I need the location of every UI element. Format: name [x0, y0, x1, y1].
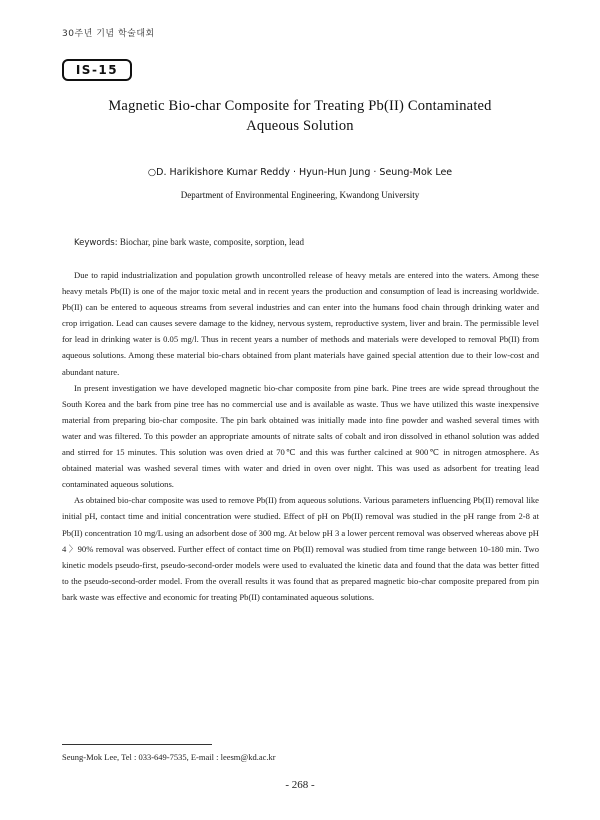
- footnote-divider: [62, 744, 212, 745]
- affiliation: Department of Environmental Engineering, Kwandong University: [180, 190, 420, 200]
- session-code-badge: IS-15: [62, 59, 132, 81]
- author-names: D. Harikishore Kumar Reddy · Hyun-Hun Jung · Seung-Mok Lee: [156, 167, 453, 178]
- presenter-mark: ○: [147, 167, 157, 178]
- body-paragraph-1: Due to rapid industrialization and population growth uncontrolled release of heavy metals are entered into the waters. Among these heavy metals Pb(II) is one of the major toxic metal and in recent years the production and consumption of lead is increasing worldwide. Pb(II) can be entered to aqueous streams from several industries and can enter into the humans food chain through drinking water and crop irrigation. Lead can causes severe damage to the kidney, nervous system, reproductive system, liver and brain. The permissible level for lead in drinking water is 0.05 mg/l. Thus in recent years a number of methods and materials were developed to removal Pb(II) from aqueous solutions. Among these material bio-chars obtained from plant materials have gained special attention due to their low-cost and abundant nature.: [62, 270, 539, 377]
- corresponding-author-footnote: Seung-Mok Lee, Tel : 033-649-7535, E-mail : leesm@kd.ac.kr: [62, 752, 276, 762]
- paper-title-line-1: Magnetic Bio-char Composite for Treating Pb(II) Contaminated: [108, 98, 492, 114]
- keywords-label: Keywords:: [74, 238, 118, 248]
- body-paragraph-3: As obtained bio-char composite was used to remove Pb(II) from aqueous solutions. Various parameters influencing Pb(II) removal like initial pH, contact time and initial concentration were studied. Effect of pH on Pb(II) removal was studied in the pH range from 2-8 at Pb(II) concentration 10 mg/L using an adsorbent dose of 300 mg. At below pH 3 a lower percent removal was observed whereas above pH 4 〉90% removal was observed. Further effect of contact time on Pb(II) removal was studied from time range between 10-180 min. Two kinetic models pseudo-first, pseudo-second-order models were used to evaluated the kinetic data and found that the data was better fitted to the pseudo-second-order model. From the overall results it was found that as prepared magnetic bio-char composite prepared from pin bark waste was effective and economic for treating Pb(II) contaminated aqueous solutions.: [62, 495, 539, 602]
- abstract-body: [62, 267, 539, 605]
- page-number: - 268 -: [285, 779, 315, 791]
- author-list: [60, 167, 540, 178]
- keywords-line: [74, 237, 544, 248]
- keywords-text: Biochar, pine bark waste, composite, sorption, lead: [119, 237, 304, 247]
- conference-header-note: 30주년 기념 학술대회: [62, 29, 155, 39]
- body-paragraph-2: In present investigation we have developed magnetic bio-char composite from pine bark. Pine trees are wide spread throughout the South Korea and the bark from pine tree has no commercial use and is available as waste. Thus we have utilized this waste inexpensive material from preparing bio-char composite. The pin bark obtained was initially made into fine powder and washed several times with water and was filtered. To this powder an appropriate amounts of nitrate salts of cobalt and iron dissolved in ethanol solution was added and stirred for 15 minutes. This solution was oven dried at 70℃ and this was further calcined at 900℃ in nitrogen atmosphere. As obtained material was washed several times with water and dried in oven over night. This was used as adsorbent for treating lead contaminated aqueous solutions.: [62, 382, 539, 490]
- paper-title-line-2: Aqueous Solution: [246, 118, 354, 134]
- paper-title: [60, 96, 540, 136]
